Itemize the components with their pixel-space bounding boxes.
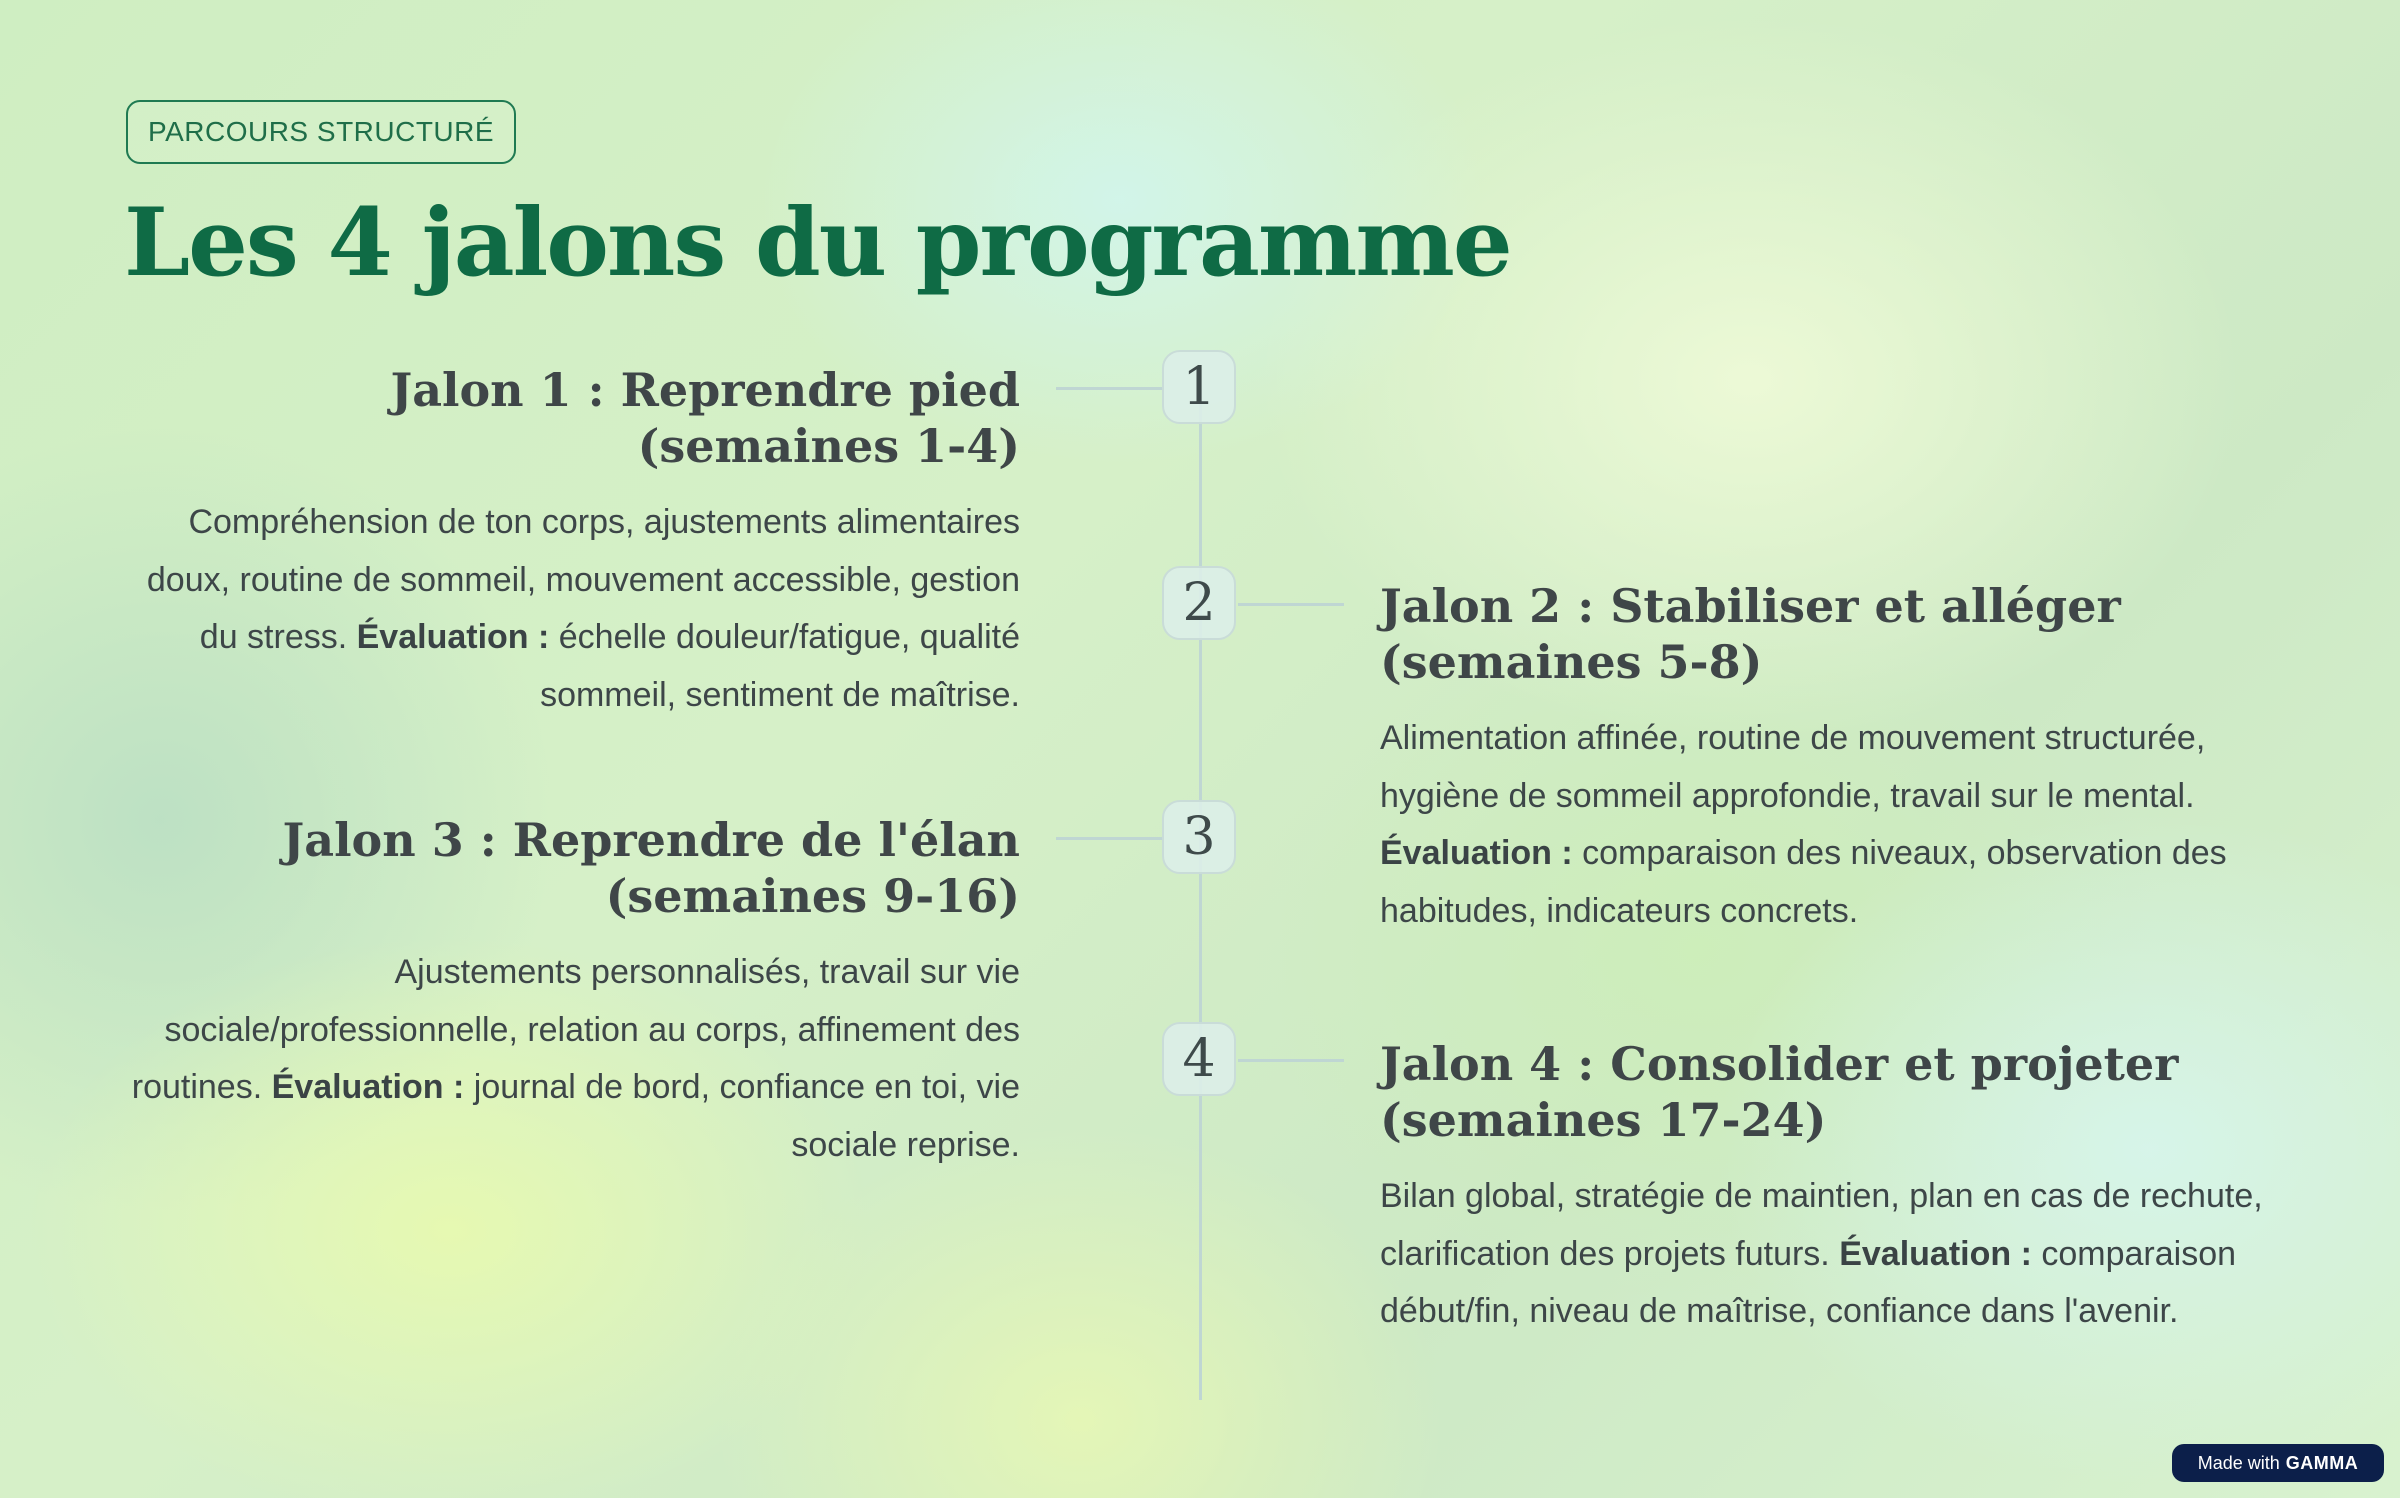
evaluation-label: Évaluation : xyxy=(356,618,550,656)
connector-4 xyxy=(1238,1059,1344,1062)
milestone-title: Jalon 3 : Reprendre de l'élan (semaines 9-16) xyxy=(282,813,1020,923)
milestone-node-3: 3 xyxy=(1162,800,1236,874)
connector-3 xyxy=(1056,837,1162,840)
made-with-label: Made with xyxy=(2197,1452,2280,1473)
gamma-logo: GAMMA xyxy=(2285,1452,2359,1473)
timeline-line xyxy=(1199,390,1202,1400)
milestone-title: Jalon 2 : Stabiliser et alléger (semaines 5-8) xyxy=(1380,579,2121,689)
milestone-card-4 xyxy=(1380,1036,2274,1341)
milestone-card-3 xyxy=(126,812,1020,1174)
connector-2 xyxy=(1238,603,1344,606)
evaluation-label: Évaluation : xyxy=(271,1068,465,1106)
milestone-description: Compréhension de ton corps, ajustements alimentaires doux, routine de sommeil, mouvement accessible, gestion du stress. Évaluation : échelle douleur/fatigue, qualité sommeil, sentiment de maîtrise. xyxy=(146,503,1020,714)
milestone-card-1 xyxy=(126,362,1020,724)
made-with-gamma-badge[interactable] xyxy=(2172,1444,2384,1482)
section-badge: PARCOURS STRUCTURÉ xyxy=(126,100,516,164)
connector-1 xyxy=(1056,387,1162,390)
milestone-title: Jalon 4 : Consolider et projeter (semaines 17-24) xyxy=(1380,1037,2179,1147)
milestone-node-4: 4 xyxy=(1162,1022,1236,1096)
milestone-node-1: 1 xyxy=(1162,350,1236,424)
milestone-description: Alimentation affinée, routine de mouvement structurée, hygiène de sommeil approfondie, travail sur le mental. Évaluation : comparaison des niveaux, observation des habitudes, indicateurs concrets. xyxy=(1380,719,2227,930)
milestone-description: Bilan global, stratégie de maintien, plan en cas de rechute, clarification des projets futurs. Évaluation : comparaison début/fin, niveau de maîtrise, confiance dans l'avenir. xyxy=(1380,1177,2263,1330)
evaluation-label: Évaluation : xyxy=(1380,834,1573,872)
milestone-title: Jalon 1 : Reprendre pied (semaines 1-4) xyxy=(390,363,1020,473)
evaluation-label: Évaluation : xyxy=(1839,1234,2032,1273)
milestone-description: Ajustements personnalisés, travail sur vie sociale/professionnelle, relation au corps, affinement des routines. Évaluation : journal de bord, confiance en toi, vie sociale reprise. xyxy=(131,953,1020,1164)
milestone-node-2: 2 xyxy=(1162,566,1236,640)
milestone-card-2 xyxy=(1380,578,2274,940)
page-title: Les 4 jalons du programme xyxy=(124,188,1511,298)
